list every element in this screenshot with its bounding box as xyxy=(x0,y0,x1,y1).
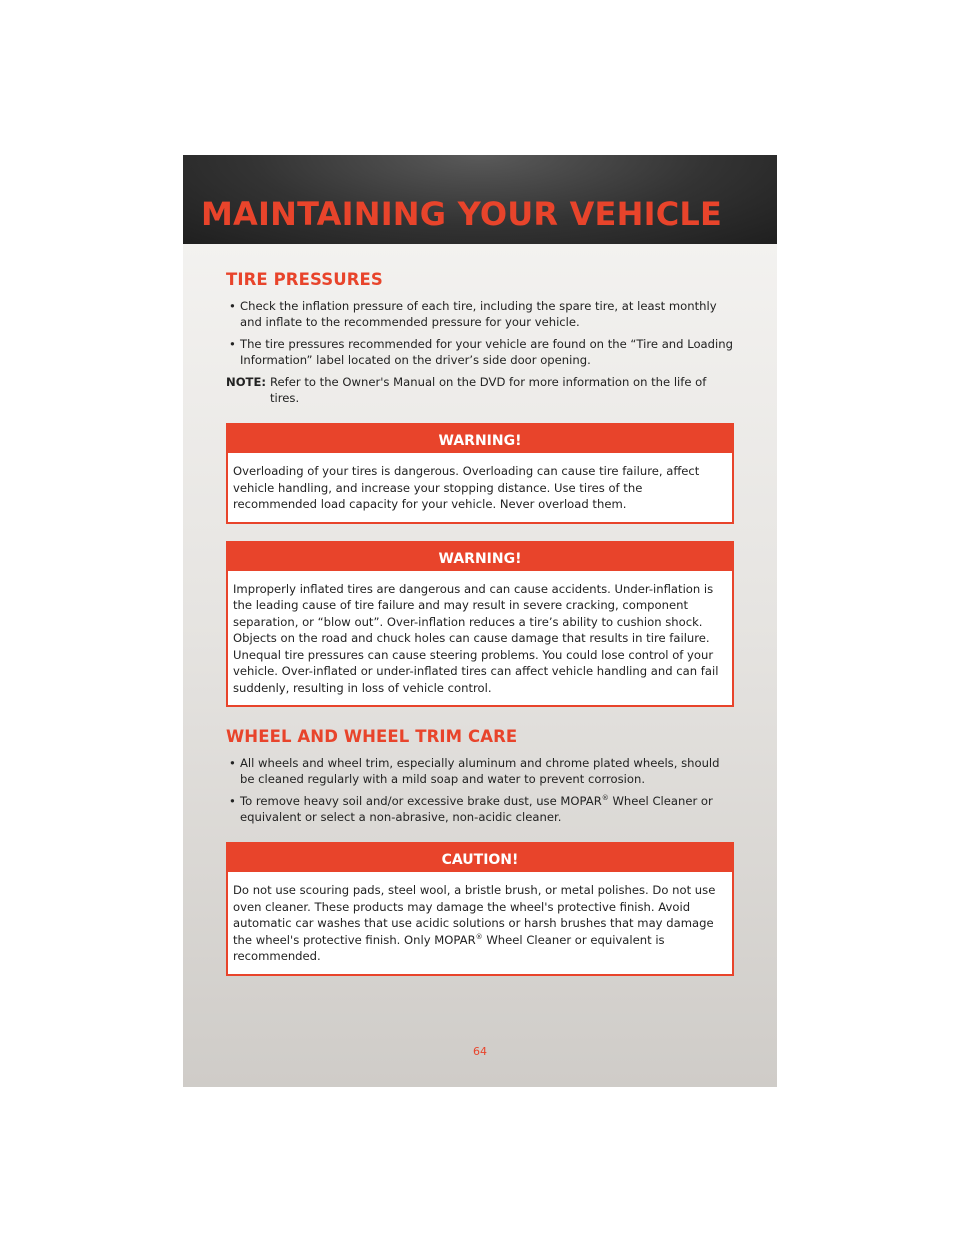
warning-title: WARNING! xyxy=(228,425,732,453)
note-text: Refer to the Owner's Manual on the DVD for more information on the life of tires. xyxy=(270,375,707,405)
note xyxy=(226,374,734,406)
caution-text-part: Wheel Cleaner or equivalent is recommended. xyxy=(233,932,665,963)
wheel-care-heading: WHEEL AND WHEEL TRIM CARE xyxy=(226,727,518,746)
warning-title: WARNING! xyxy=(228,543,732,571)
section-title: MAINTAINING YOUR VEHICLE xyxy=(201,195,723,233)
note-label: NOTE: xyxy=(226,375,267,389)
caution-text xyxy=(228,872,732,974)
list-item-text: To remove heavy soil and/or excessive brake dust, use MOPAR xyxy=(240,794,602,808)
page-content xyxy=(226,270,734,976)
caution-box xyxy=(226,842,734,976)
warning-text: Improperly inflated tires are dangerous and can cause accidents. Under-inflation is the leading cause of tire failure and may result in severe cracking, component separation, or “blow out”. Over-inflation reduces a tire’s ability to cushion shock. Objects on the road and chuck holes can cause damage that results in tire failure. Unequal tire pressures can cause steering problems. You could lose control of your vehicle. Over-inflated or under-inflated tires can affect vehicle handling and can fail suddenly, resulting in loss of vehicle control. xyxy=(233,581,719,695)
warning-text: Overloading of your tires is dangerous. Overloading can cause tire failure, affect vehicle handling, and increase your stopping distance. Use tires of the recommended load capacity for your vehicle. Never overload them. xyxy=(233,464,700,511)
list-item-text: Wheel Cleaner or equivalent or select a non-abrasive, non-acidic cleaner. xyxy=(240,794,713,824)
caution-text-part: Do not use scouring pads, steel wool, a bristle brush, or metal polishes. Do not use oven cleaner. These products may damage the wheel's protective finish. Avoid automatic car washes that use acidic solutions or harsh brushes that may damage the wheel's protective finish. Only MOPAR xyxy=(233,883,716,947)
registered-mark: ® xyxy=(601,794,609,803)
list-item: • The tire pressures recommended for your vehicle are found on the “Tire and Loading Information” label located on the driver’s side door opening. xyxy=(226,336,734,368)
section-header xyxy=(183,155,777,244)
tire-pressures-list xyxy=(226,298,734,368)
caution-title: CAUTION! xyxy=(228,844,732,872)
warning-box-inflation xyxy=(226,541,734,708)
list-item: • Check the inflation pressure of each tire, including the spare tire, at least monthly and inflate to the recommended pressure for your vehicle. xyxy=(226,298,734,330)
manual-page xyxy=(183,155,777,1087)
warning-box-overloading xyxy=(226,423,734,524)
list-item: • All wheels and wheel trim, especially aluminum and chrome plated wheels, should be cleaned regularly with a mild soap and water to prevent corrosion. xyxy=(226,755,734,787)
registered-mark: ® xyxy=(475,932,483,941)
wheel-care-list xyxy=(226,755,734,825)
page-number: 64 xyxy=(473,1045,487,1058)
tire-pressures-heading: TIRE PRESSURES xyxy=(226,270,383,289)
list-item xyxy=(226,793,734,825)
